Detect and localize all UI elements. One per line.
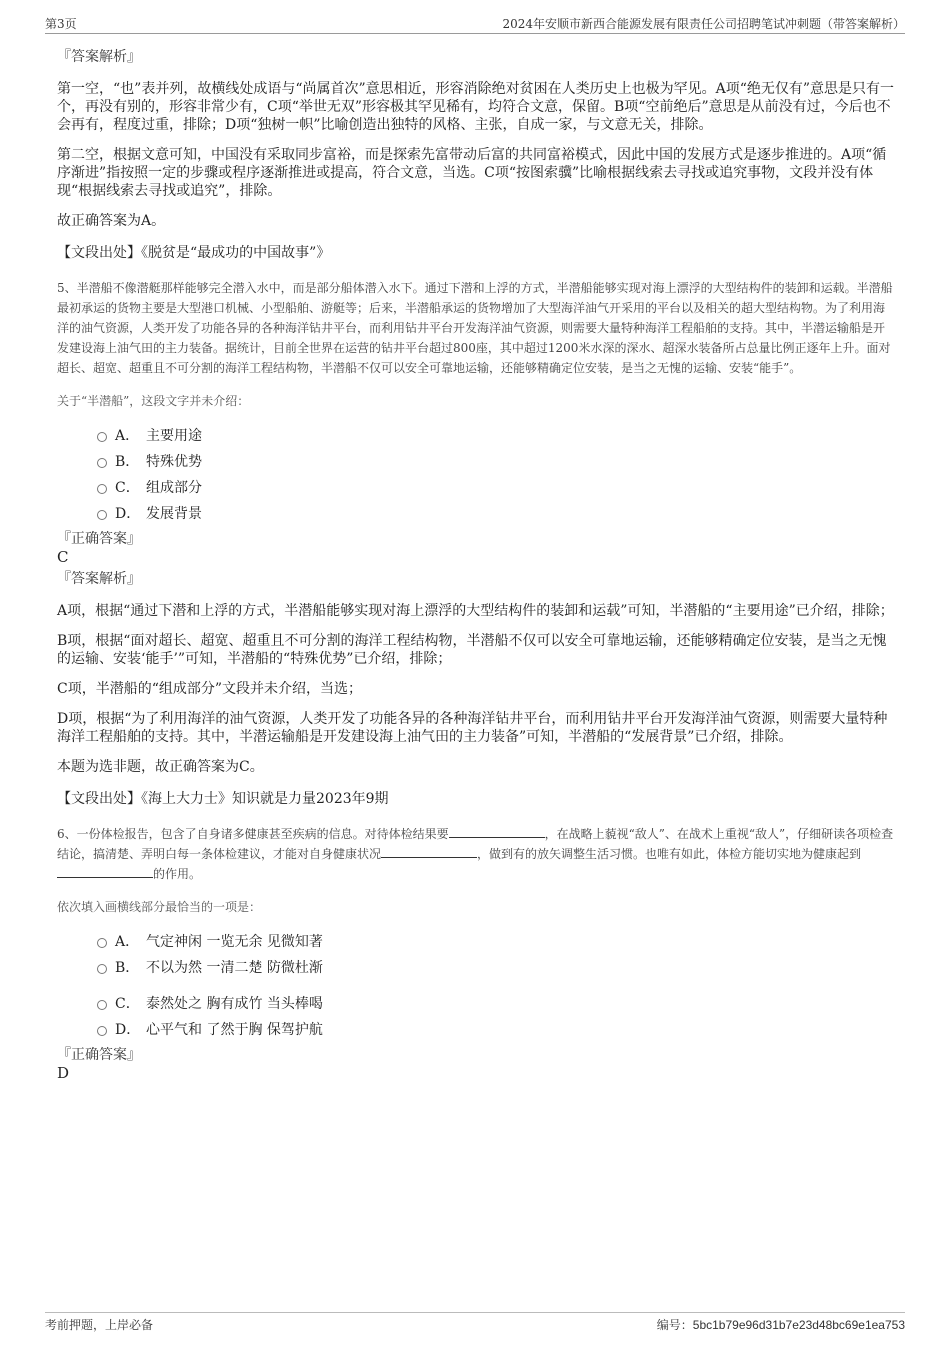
q5-option-a[interactable]: A． 主要用途: [57, 422, 895, 448]
radio-icon[interactable]: [97, 510, 107, 520]
q6-option-b[interactable]: B． 不以为然 一清二楚 防微杜渐: [57, 954, 895, 980]
q5-analysis-b: B项，根据“面对超长、超宽、超重且不可分割的海洋工程结构物，半潜船不仅可以安全可靠地运输，还能够精确定位安装，是当之无愧的运输、安装‘能手’”可知，半潜船的“特殊优势”已介绍，排除；: [57, 633, 887, 667]
q6-option-a[interactable]: A． 气定神闲 一览无余 见微知著: [57, 928, 895, 954]
radio-icon[interactable]: [97, 938, 107, 948]
q5-analysis-a: A项，根据“通过下潜和上浮的方式，半潜船能够实现对海上漂浮的大型结构件的装卸和运载”可知，半潜船的“主要用途”已介绍，排除；: [57, 603, 894, 619]
page-header: [45, 13, 905, 34]
q5-analysis-d: D项，根据“为了利用海洋的油气资源，人类开发了功能各异的各种海洋钻井平台，而利用钻井平台开发海洋油气资源，则需要大量特种海洋工程船舶的支持。其中，半潜运输船是开发建设海上油气田的主力装备”可知，半潜船的“发展背景”已介绍，排除。: [57, 711, 888, 745]
q4-analysis-p2: 第二空，根据文意可知，中国没有采取同步富裕，而是探索先富带动后富的共同富裕模式，因此中国的发展方式是逐步推进的。A项“循序渐进”指按照一定的步骤或程序逐渐推进或提高，符合文意，当选。C项“按图索骥”比喻根据线索去寻找或追究事物，文段并没有体现“根据线索去寻找或追究”，排除。: [57, 147, 887, 199]
analysis-label: 『答案解析』: [57, 571, 141, 587]
q5-answer: C: [57, 548, 69, 566]
q6-options: [57, 928, 895, 1042]
radio-icon[interactable]: [97, 484, 107, 494]
q6-option-d[interactable]: D． 心平气和 了然于胸 保驾护航: [57, 1016, 895, 1042]
footer-slogan: 考前押题，上岸必备: [45, 1318, 154, 1332]
blank-2: [381, 845, 477, 858]
radio-icon[interactable]: [97, 1000, 107, 1010]
q5-option-c[interactable]: C． 组成部分: [57, 474, 895, 500]
q4-conclusion: 故正确答案为A。: [57, 213, 166, 229]
q5-source: 【文段出处】《海上大力士》知识就是力量2023年9期: [57, 791, 389, 807]
q5-option-b[interactable]: B． 特殊优势: [57, 448, 895, 474]
radio-icon[interactable]: [97, 1026, 107, 1036]
footer-code: 编号：5bc1b79e96d31b7e23d48bc69e1ea753: [656, 1318, 905, 1332]
radio-icon[interactable]: [97, 432, 107, 442]
q4-analysis-p1: 第一空，“也”表并列，故横线处成语与“尚属首次”意思相近，形容消除绝对贫困在人类历史上也极为罕见。A项“绝无仅有”意思是只有一个，再没有别的，形容非常少有，C项“举世无双”形容极其罕见稀有，均符合文意，保留。B项“空前绝后”意思是从前没有过，今后也不会再有，程度过重，排除；D项“独树一帜”比喻创造出独特的风格、主张，自成一家，与文意无关，排除。: [57, 81, 895, 133]
blank-1: [449, 825, 545, 838]
page-footer: [45, 1312, 905, 1335]
blank-3: [57, 865, 153, 878]
radio-icon[interactable]: [97, 964, 107, 974]
q5-conclusion: 本题为选非题，故正确答案为C。: [57, 759, 264, 775]
q5-options: [57, 422, 895, 526]
analysis-label: 『答案解析』: [57, 49, 141, 65]
page-number: 第3页: [45, 17, 77, 31]
q6-answer: D: [57, 1064, 70, 1082]
document-title: 2024年安顺市新西合能源发展有限责任公司招聘笔试冲刺题（带答案解析）: [502, 17, 905, 31]
q5-text: 5、半潜船不像潜艇那样能够完全潜入水中，而是部分船体潜入水下。通过下潜和上浮的方式，半潜船能够实现对海上漂浮的大型结构件的装卸和运载。半潜船最初承运的货物主要是大型港口机械、小型船舶、游艇等；后来，半潜船承运的货物增加了大型海洋油气开采用的平台以及相关的超大型结构物。为了利用海洋的油气资源，人类开发了功能各异的各种海洋钻井平台，而利用钻井平台开发海洋油气资源，则需要大量特种海洋工程船舶的支持。其中，半潜运输船是开发建设海上油气田的主力装备。据统计，目前全世界在运营的钻井平台超过800座，其中超过1200米水深的深水、超深水装备所占总量比例正逐年上升。面对超长、超宽、超重且不可分割的海洋工程结构物，半潜船不仅可以安全可靠地运输，还能够精确定位安装，是当之无愧的运输、安装“能手”。: [57, 281, 893, 375]
radio-icon[interactable]: [97, 458, 107, 468]
q5-prompt: 关于“半潜船”，这段文字并未介绍：: [57, 394, 250, 408]
q6-text: 6、一份体检报告，包含了自身诸多健康甚至疾病的信息。对待体检结果要 ，在战略上藐视“敌人”、在战术上重视“敌人”，仔细研读各项检查结论，搞清楚、弄明白每一条体检建议，才能对自身健康状况 ，做到有的放矢调整生活习惯。也唯有如此，体检方能切实地为健康起到的作用。: [57, 827, 894, 881]
q5-option-d[interactable]: D． 发展背景: [57, 500, 895, 526]
document-body: [57, 48, 895, 1082]
q5-analysis-c: C项，半潜船的“组成部分”文段并未介绍，当选；: [57, 681, 363, 697]
q6-prompt: 依次填入画横线部分最恰当的一项是：: [57, 900, 262, 914]
correct-answer-label: 『正确答案』: [57, 531, 141, 547]
q6-option-c[interactable]: C． 泰然处之 胸有成竹 当头棒喝: [57, 990, 895, 1016]
correct-answer-label: 『正确答案』: [57, 1047, 141, 1063]
q4-source: 【文段出处】《脱贫是“最成功的中国故事”》: [57, 245, 331, 261]
